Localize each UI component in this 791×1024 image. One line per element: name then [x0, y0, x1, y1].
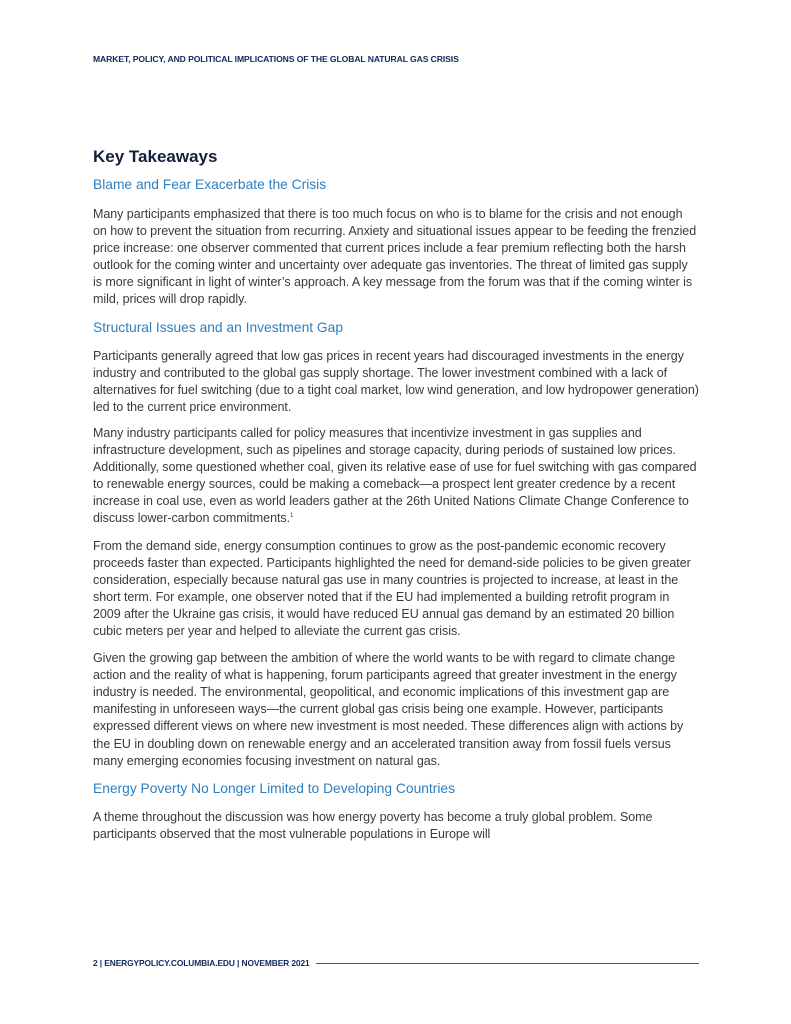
subsection-heading-structural-issues: Structural Issues and an Investment Gap — [93, 319, 344, 335]
footer-rule — [316, 963, 699, 964]
paragraph-text: Many industry participants called for policy measures that incentivize investment in gas supplies and infrastructure development, such as pipelines and storage capacity, during periods of sustained low prices. Additionally, some questioned whether coal, given its relative ease of use for fuel switching with gas compared to renewable energy sources, could be making a comeback—a prospect lent greater credence by a recent increase in coal use, even as world leaders gather at the 26th United Nations Climate Change Conference to discuss lower-carbon commitments. — [93, 425, 697, 526]
paragraph: From the demand side, energy consumption continues to grow as the post-pandemic economic recovery proceeds faster than expected. Participants highlighted the need for demand-side policies to be given greater consideration, especially because natural gas use in many countries is projected to increase, at least in the short term. For example, one observer noted that if the EU had implemented a building retrofit program in 2009 after the Ukraine gas crisis, it would have reduced EU annual gas demand by an estimated 20 billion cubic meters per year and helped to alleviate the current gas crisis. — [93, 538, 691, 638]
subsection-heading-energy-poverty: Energy Poverty No Longer Limited to Developing Countries — [93, 780, 455, 796]
main-content — [93, 146, 699, 843]
footnote-marker: 1 — [290, 513, 294, 520]
paragraph-with-footnote — [93, 425, 699, 528]
running-header: MARKET, POLICY, AND POLITICAL IMPLICATIONS OF THE GLOBAL NATURAL GAS CRISIS — [93, 54, 459, 64]
subsection-heading-blame-fear: Blame and Fear Exacerbate the Crisis — [93, 177, 327, 192]
paragraph: A theme throughout the discussion was how energy poverty has become a truly global problem. Some participants observed that the most vulnerable populations in Europe will — [93, 809, 653, 841]
paragraph: Participants generally agreed that low gas prices in recent years had discouraged investments in the energy industry and contributed to the global gas supply shortage. The lower investment combined with a lack of alternatives for fuel switching (due to a tight coal market, low wind generation, and low hydropower generation) led to the current price environment. — [93, 348, 699, 414]
footer-text: 2 | ENERGYPOLICY.COLUMBIA.EDU | NOVEMBER 2021 — [93, 958, 310, 968]
page-footer — [93, 956, 699, 970]
paragraph: Many participants emphasized that there is too much focus on who is to blame for the crisis and not enough on how to prevent the situation from recurring. Anxiety and situational issues appear to be feeding the frenzied price increase: one observer commented that current prices include a fear premium reflecting both the harsh outlook for the coming winter and uncertainty over adequate gas inventories. The threat of limited gas supply is more significant in light of winter’s approach. A key message from the forum was that if the coming winter is mild, prices will drop rapidly. — [93, 207, 697, 307]
paragraph: Given the growing gap between the ambition of where the world wants to be with regard to climate change action and the reality of what is happening, forum participants agreed that greater investment in the energy industry is needed. The environmental, geopolitical, and economic implications of this investment gap are manifesting in unforeseen ways—the current global gas crisis being one example. However, participants expressed different views on where new investment is most needed. These differences align with actions by the EU in doubling down on renewable energy and an accelerated transition away from fossil fuels versus many emerging economies focusing investment on natural gas. — [93, 651, 684, 768]
section-title: Key Takeaways — [93, 147, 218, 166]
